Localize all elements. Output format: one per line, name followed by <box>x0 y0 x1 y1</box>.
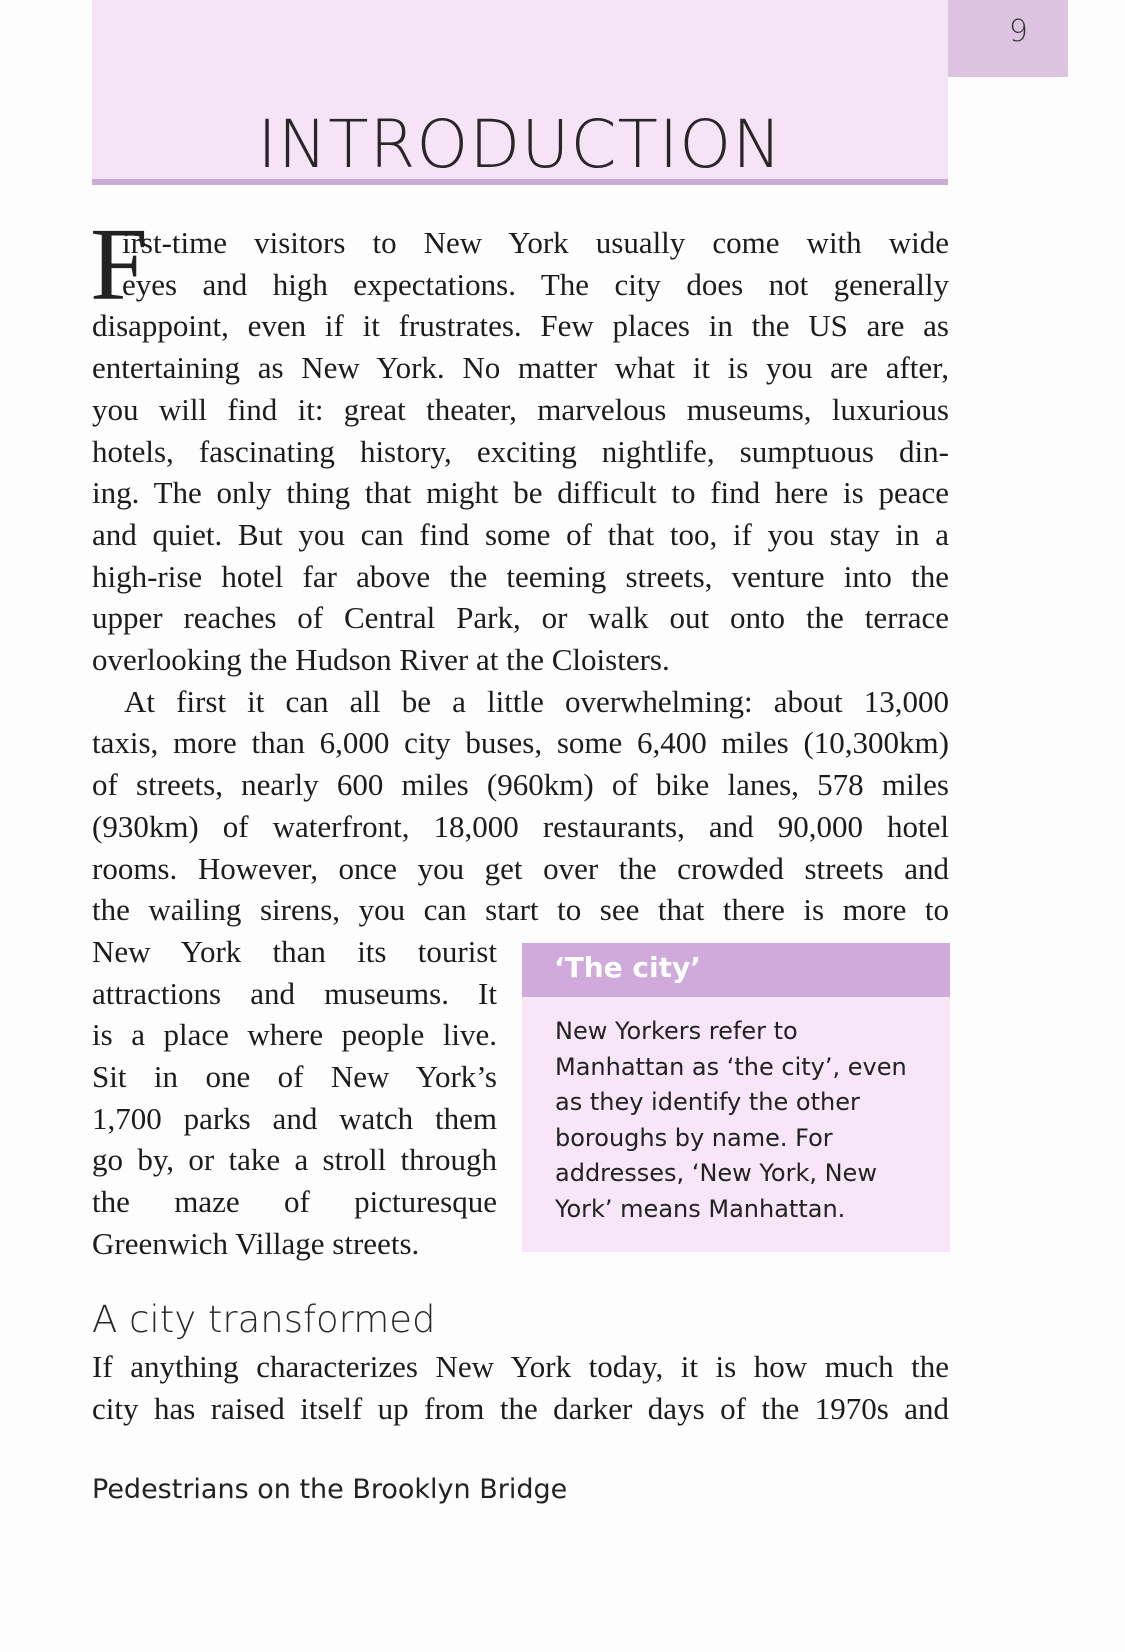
page-title: INTRODUCTION <box>257 106 783 183</box>
body-line: overlooking the Hudson River at the Cloisters. <box>92 642 670 677</box>
body-line: Greenwich Village streets. <box>92 1225 420 1261</box>
body-line: attractions and museums. It <box>92 975 497 1011</box>
body-line: hotels, fascinating history, exciting nightlife, sumptuous din- <box>92 433 949 469</box>
body-line: and quiet. But you can find some of that too, if you stay in a <box>92 516 949 552</box>
body-line: ing. The only thing that might be difficult to find here is peace <box>92 475 949 511</box>
sidebar-text-line: Manhattan as ‘the city’, even <box>555 1052 907 1081</box>
sidebar-text-line: boroughs by name. For <box>555 1123 833 1152</box>
sidebar-text-line: York’ means Manhattan. <box>555 1194 846 1223</box>
sidebar-box <box>522 943 950 1252</box>
sidebar-title: ‘The city’ <box>554 951 701 984</box>
photo-caption: Pedestrians on the Brooklyn Bridge <box>92 1474 568 1505</box>
body-line: is a place where people live. <box>92 1017 497 1053</box>
body-line: high-rise hotel far above the teeming streets, venture into the <box>92 558 949 594</box>
body-line: At first it can all be a little overwhelming: about 13,000 <box>124 683 949 719</box>
body-line: go by, or take a stroll through <box>92 1142 497 1178</box>
body-line: irst-time visitors to New York usually come with wide <box>122 225 949 260</box>
section-body-line: If anything characterizes New York today, it is how much the <box>92 1349 949 1384</box>
section-heading: A city transformed <box>92 1298 436 1341</box>
body-line: the wailing sirens, you can start to see that there is more to <box>92 892 949 928</box>
body-line: disappoint, even if it frustrates. Few places in the US are as <box>92 308 949 344</box>
body-line: taxis, more than 6,000 city buses, some 6,400 miles (10,300km) <box>92 725 949 761</box>
body-line: eyes and high expectations. The city does not generally <box>122 266 949 302</box>
body-line: you will find it: great theater, marvelous museums, luxurious <box>92 391 949 427</box>
body-line: of streets, nearly 600 miles (960km) of bike lanes, 578 miles <box>92 767 949 803</box>
page-number: 9 <box>1008 14 1028 49</box>
section-body-line: city has raised itself up from the darker days of the 1970s and <box>92 1390 949 1426</box>
body-line: the maze of picturesque <box>92 1184 497 1220</box>
body-line: Sit in one of New York’s <box>92 1059 497 1094</box>
page-number-tab <box>948 0 1068 77</box>
body-line: (930km) of waterfront, 18,000 restaurants, and 90,000 hotel <box>92 808 949 844</box>
body-line: New York than its tourist <box>92 933 497 969</box>
sidebar-text-line: as they identify the other <box>555 1088 860 1116</box>
sidebar-text-line: addresses, ‘New York, New <box>555 1159 877 1187</box>
body-line: 1,700 parks and watch them <box>92 1100 497 1136</box>
body-line: entertaining as New York. No matter what it is you are after, <box>92 350 949 386</box>
body-line: rooms. However, once you get over the crowded streets and <box>92 850 949 886</box>
drop-cap: F <box>90 207 148 322</box>
sidebar-text-line: New Yorkers refer to <box>555 1017 798 1045</box>
body-line: upper reaches of Central Park, or walk out onto the terrace <box>92 600 949 636</box>
